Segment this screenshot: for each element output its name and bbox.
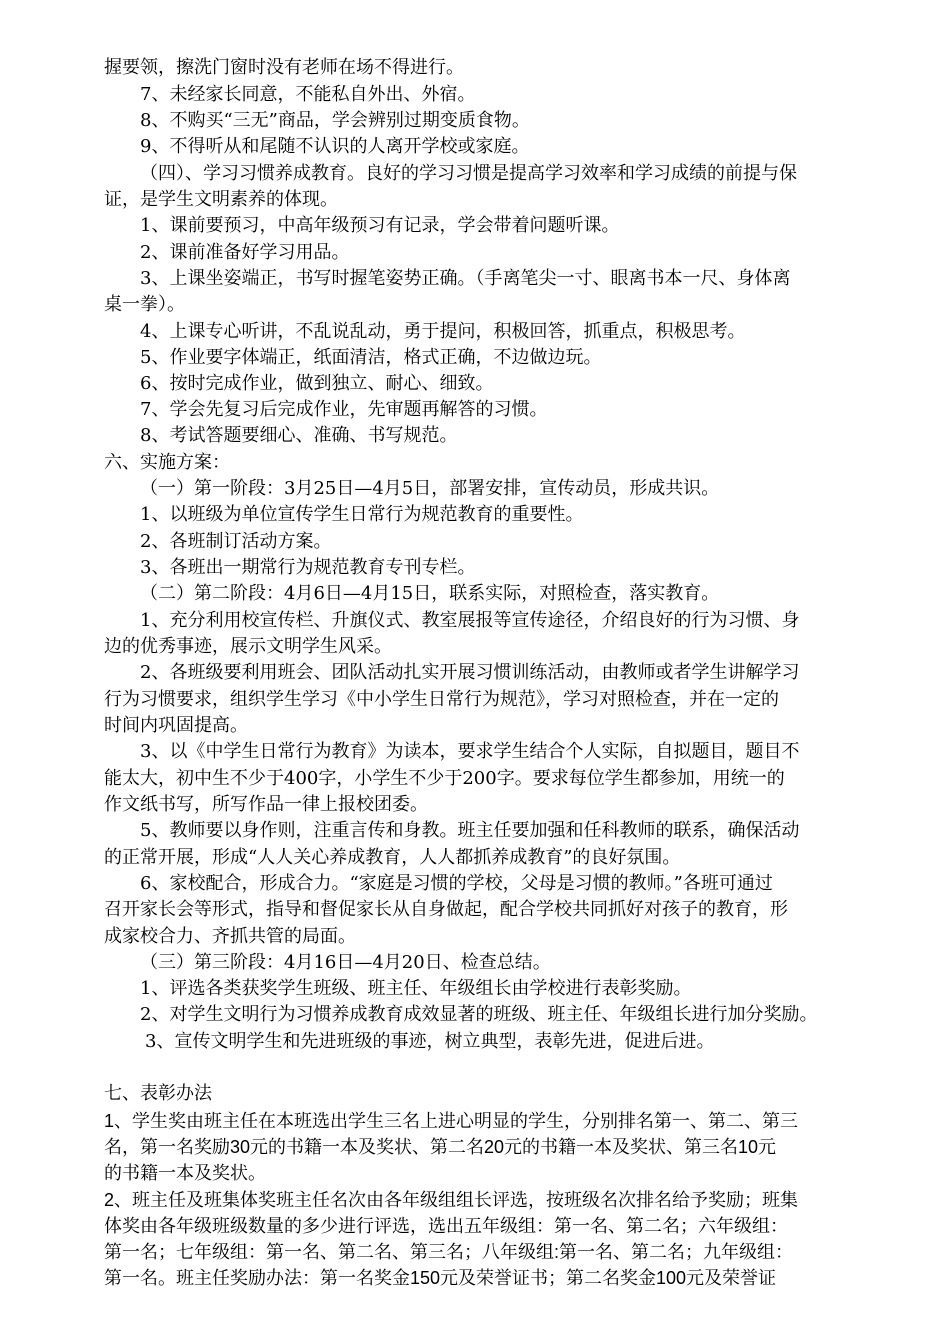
text-line: 1、课前要预习，中高年级预习有记录，学会带着问题听课。 [140,215,620,236]
text-line: 的正常开展，形成“人人关心养成教育，人人都抓养成教育”的良好氛围。 [104,847,681,868]
text-line: （四）、学习习惯养成教育。良好的学习习惯是提高学习效率和学习成绩的前提与保 [140,163,797,184]
text-line: 6、按时完成作业，做到独立、耐心、细致。 [140,373,494,394]
text-line: 1、评选各类获奖学生班级、班主任、年级组长由学校进行表彰奖励。 [140,978,692,999]
text-line: 3、以《中学生日常行为教育》为读本，要求学生结合个人实际，自拟题目，题目不 [140,741,800,762]
text-line: 7、学会先复习后完成作业，先审题再解答的习惯。 [140,399,548,420]
text-line: 3、上课坐姿端正，书写时握笔姿势正确。（手离笔尖一寸、眼离书本一尺、身体离 [140,268,791,289]
text-line: 2、各班级要利用班会、团队活动扎实开展习惯训练活动，由教师或者学生讲解学习 [140,662,800,683]
text-line: 3、各班出一期常行为规范教育专刊专栏。 [140,557,476,578]
text-line: 的书籍一本及奖状。 [104,1163,266,1183]
text-line: 5、教师要以身作则，注重言传和身教。班主任要加强和任科教师的联系，确保活动 [140,820,800,841]
text-line: 边的优秀事迹，展示文明学生风采。 [104,636,392,657]
text-line: （一）第一阶段：3月25日—4月5日，部署安排，宣传动员，形成共识。 [140,478,720,499]
text-line: 七、表彰办法 [104,1083,212,1104]
text-line: （二）第二阶段：4月6日—4月15日，联系实际，对照检查，落实教育。 [140,583,720,604]
text-line: 3、宣传文明学生和先进班级的事迹，树立典型，表彰先进，促进后进。 [145,1031,715,1052]
text-line: 名，第一名奖励30元的书籍一本及奖状、第二名20元的书籍一本及奖状、第三名10元 [104,1137,777,1157]
text-line: 7、未经家长同意，不能私自外出、外宿。 [140,84,476,105]
text-line: 能太大，初中生不少于400字，小学生不少于200字。要求每位学生都参加，用统一的 [104,768,785,789]
text-line: 5、作业要字体端正，纸面清洁，格式正确，不边做边玩。 [140,347,602,368]
text-line: 时间内巩固提高。 [104,715,248,736]
text-line: 2、各班制订活动方案。 [140,531,332,552]
text-line: 1、以班级为单位宣传学生日常行为规范教育的重要性。 [140,504,584,525]
text-line: 握要领，擦洗门窗时没有老师在场不得进行。 [104,57,464,78]
text-line: （三）第三阶段：4月16日—4月20日、检查总结。 [140,952,551,973]
text-line: 第一名；七年级组：第一名、第二名、第三名；八年级组:第一名、第二名；九年级组： [104,1242,793,1262]
text-line: 4、上课专心听讲，不乱说乱动，勇于提问，积极回答，抓重点，积极思考。 [140,321,746,342]
text-line: 2、班主任及班集体奖班主任名次由各年级组组长评选，按班级名次排名给予奖励；班集 [104,1190,799,1210]
text-line: 体奖由各年级班级数量的多少进行评选，选出五年级组：第一名、第二名；六年级组： [104,1216,788,1236]
text-line: 8、考试答题要细心、准确、书写规范。 [140,425,458,446]
text-line: 桌一拳）。 [104,294,185,315]
text-line: 1、学生奖由班主任在本班选出学生三名上进心明显的学生，分别排名第一、第二、第三 [104,1111,799,1131]
text-line: 2、课前准备好学习用品。 [140,242,350,263]
text-line: 六、实施方案： [104,452,230,473]
text-line: 2、对学生文明行为习惯养成教育成效显著的班级、班主任、年级组长进行加分奖励。 [140,1004,818,1025]
text-line: 第一名。班主任奖励办法：第一名奖金150元及荣誉证书；第二名奖金100元及荣誉证 [104,1268,777,1288]
text-line: 行为习惯要求，组织学生学习《中小学生日常行为规范》，学习对照检查，并在一定的 [104,689,779,710]
text-line: 作文纸书写，所写作品一律上报校团委。 [104,794,428,815]
text-line: 成家校合力、齐抓共管的局面。 [104,926,356,947]
text-line: 1、充分利用校宣传栏、升旗仪式、教室展报等宣传途径，介绍良好的行为习惯、身 [140,610,800,631]
text-line: 8、不购买“三无”商品，学会辨别过期变质食物。 [140,110,530,131]
text-line: 6、家校配合，形成合力。“家庭是习惯的学校，父母是习惯的教师。”各班可通过 [140,873,773,894]
text-line: 证，是学生文明素养的体现。 [104,189,338,210]
text-line: 9、不得听从和尾随不认识的人离开学校或家庭。 [140,136,530,157]
text-line: 召开家长会等形式，指导和督促家长从自身做起，配合学校共同抓好对孩子的教育，形 [104,899,788,920]
